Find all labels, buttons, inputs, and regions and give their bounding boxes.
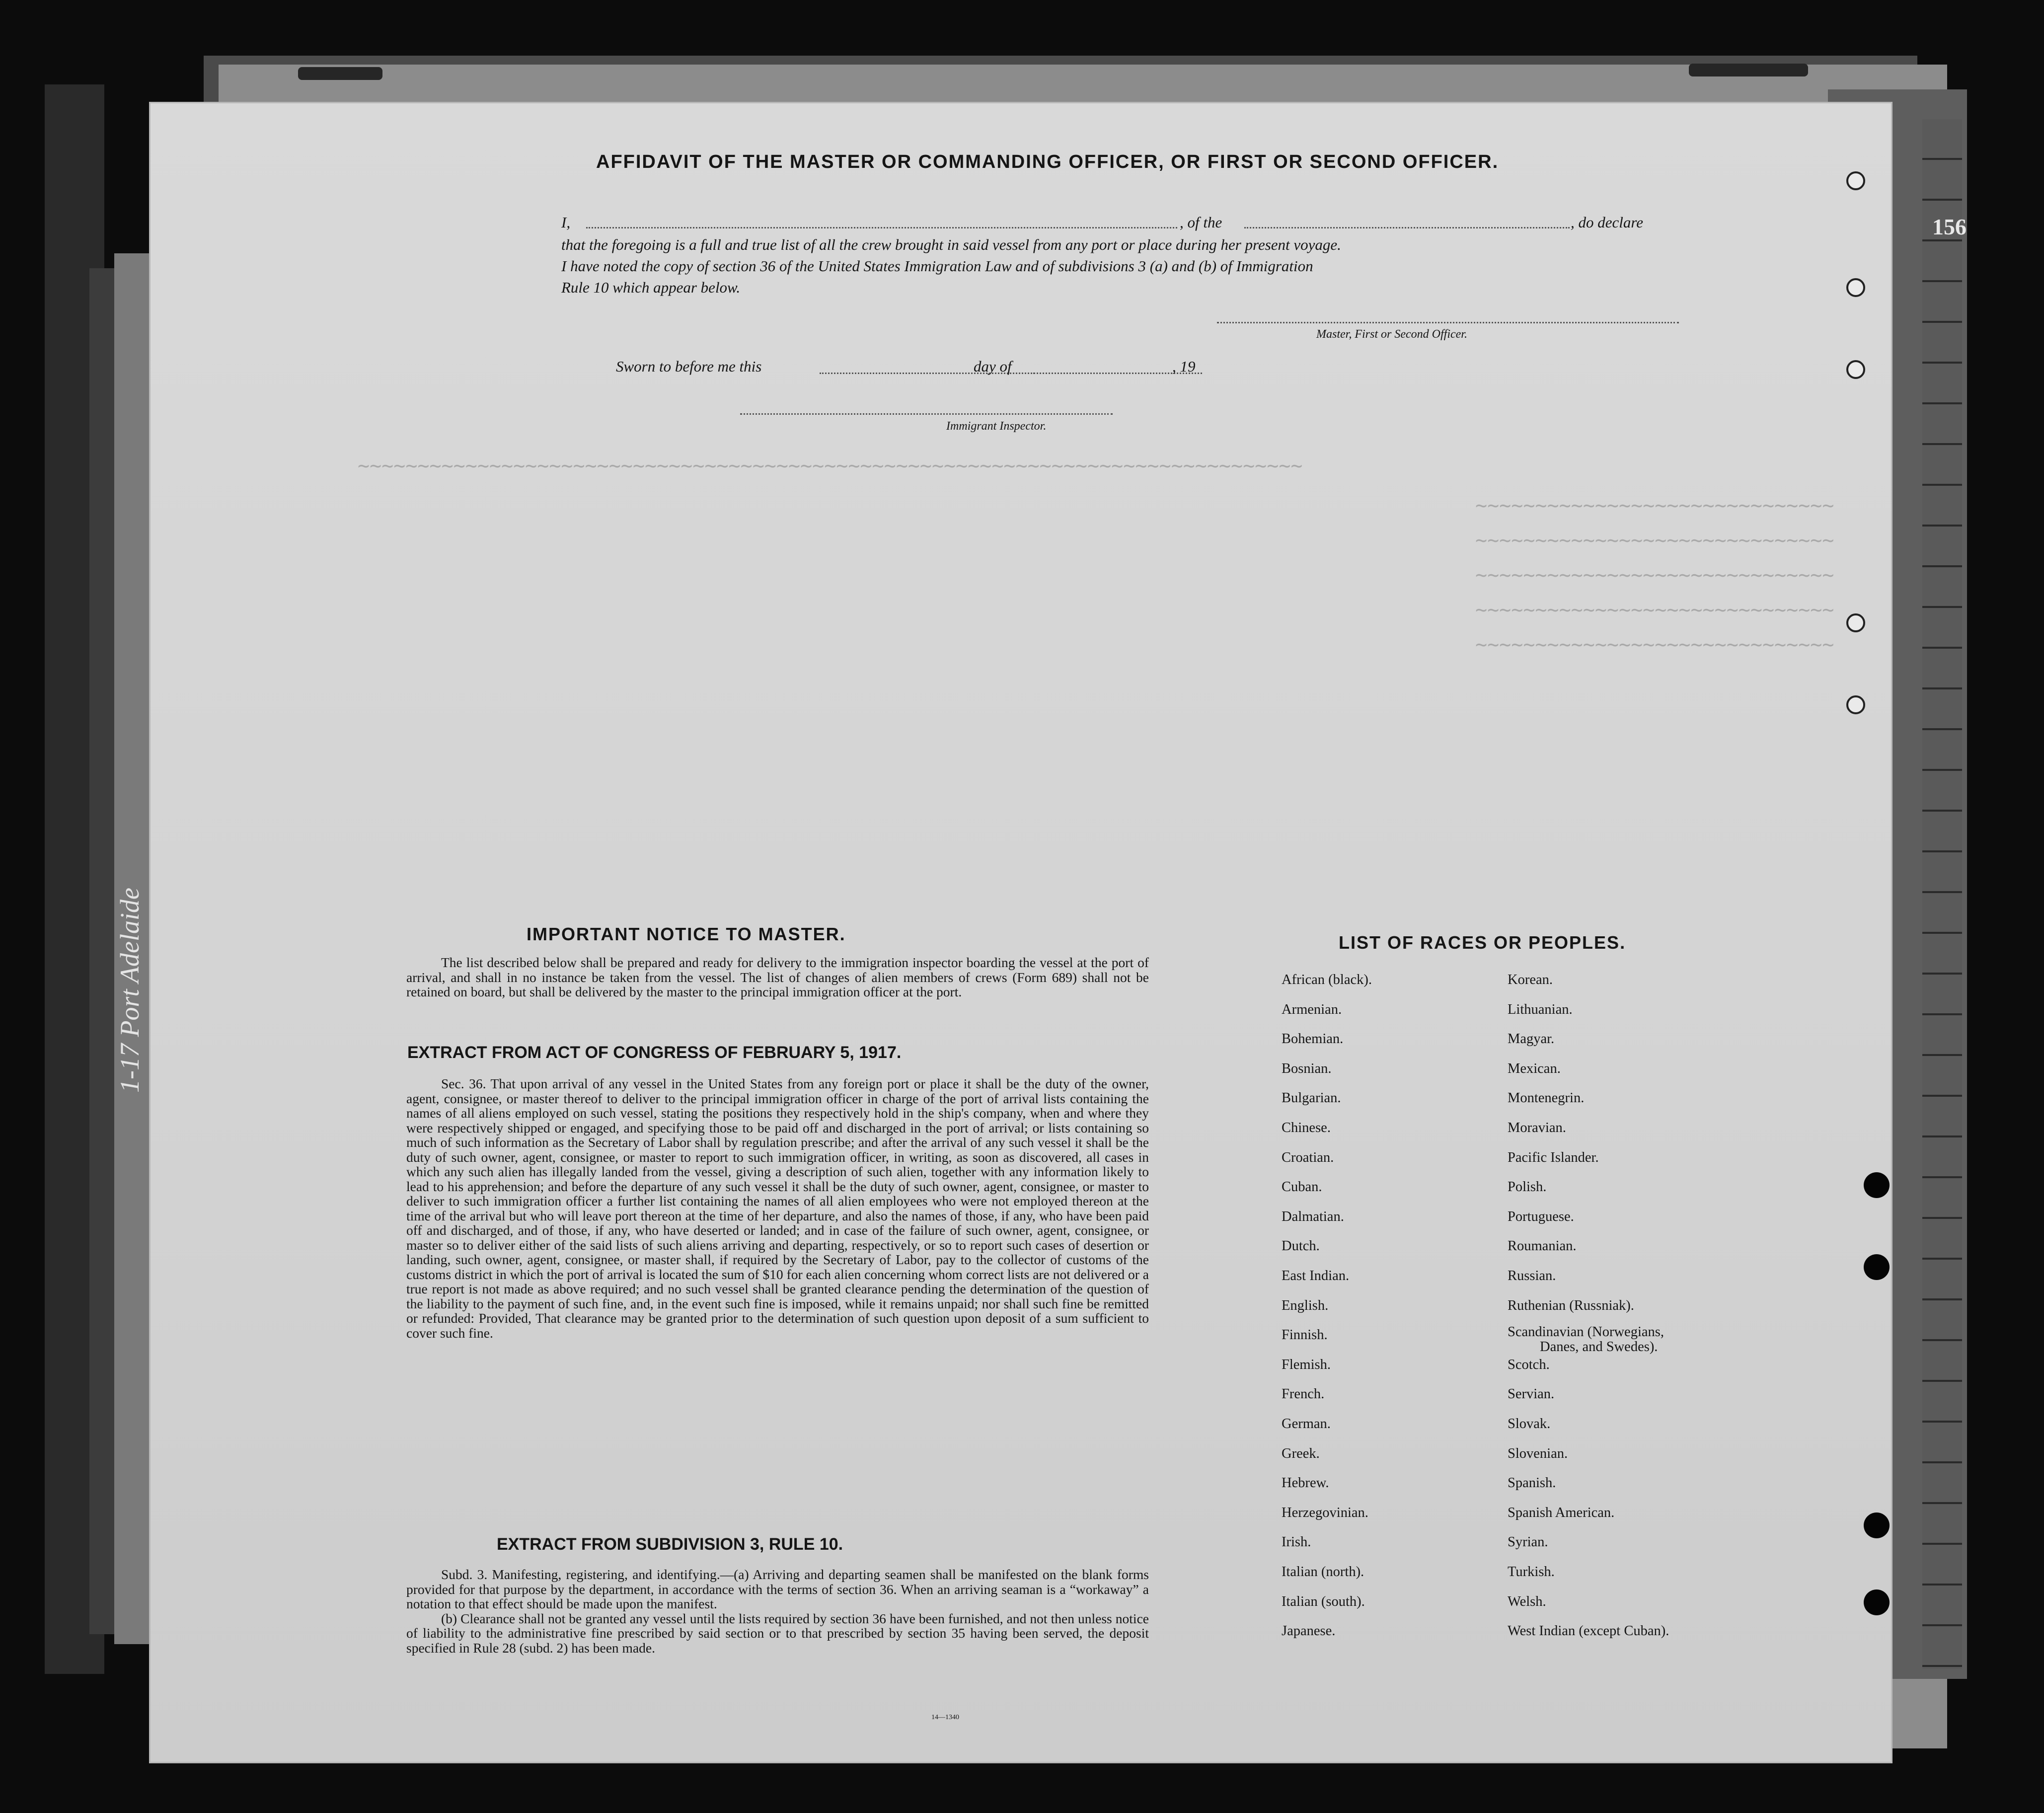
notice-text bbox=[406, 955, 1149, 999]
race-item: Italian (north). bbox=[1282, 1564, 1364, 1580]
race-item: Hebrew. bbox=[1282, 1475, 1329, 1491]
punch-hole-icon bbox=[1864, 1512, 1890, 1538]
race-item: Bosnian. bbox=[1282, 1060, 1332, 1076]
binder-ring-icon bbox=[1846, 695, 1865, 714]
race-item: Spanish. bbox=[1508, 1475, 1556, 1491]
affidavit-i-label: I, bbox=[561, 214, 571, 231]
race-item: Croatian. bbox=[1282, 1149, 1334, 1165]
race-item: Montenegrin. bbox=[1508, 1090, 1585, 1106]
affidavit-title: AFFIDAVIT OF THE MASTER OR COMMANDING OFFICER, OR FIRST OR SECOND OFFICER. bbox=[596, 151, 1499, 172]
extract-rule-title: EXTRACT FROM SUBDIVISION 3, RULE 10. bbox=[497, 1535, 843, 1554]
year-label: , 19 bbox=[1172, 358, 1196, 375]
race-item: Cuban. bbox=[1282, 1179, 1322, 1195]
race-item: Dalmatian. bbox=[1282, 1209, 1344, 1224]
race-item: West Indian (except Cuban). bbox=[1508, 1623, 1669, 1639]
race-item: African (black). bbox=[1282, 972, 1372, 987]
race-item: Korean. bbox=[1508, 972, 1553, 987]
bleed-mark: ~~~~~~~~~~~~~~~~~~~~~~~~~~~~~~ bbox=[1475, 564, 1834, 587]
bleed-mark: ~~~~~~~~~~~~~~~~~~~~~~~~~~~~~~ bbox=[1475, 494, 1834, 517]
subdivision-b-paragraph: (b) Clearance shall not be granted any vessel until the lists required by section 36 have been furnished, and not then unless notice of liability to the administrative fine prescribed by said section or to that prescribed by section 35 having been served, the deposit specified in Rule 28 (subd. 2) has been made. bbox=[406, 1610, 1149, 1656]
binder-ring-icon bbox=[1846, 278, 1865, 297]
race-item: Scotch. bbox=[1508, 1357, 1550, 1372]
race-item: Ruthenian (Russniak). bbox=[1508, 1297, 1634, 1313]
race-item: Slovenian. bbox=[1508, 1445, 1568, 1461]
extract-act-title: EXTRACT FROM ACT OF CONGRESS OF FEBRUARY 5, 1917. bbox=[407, 1043, 902, 1062]
race-item: Polish. bbox=[1508, 1179, 1547, 1195]
race-item: Armenian. bbox=[1282, 1001, 1342, 1017]
race-item: French. bbox=[1282, 1386, 1325, 1402]
race-item: Syrian. bbox=[1508, 1534, 1548, 1550]
inspector-blank[interactable] bbox=[740, 413, 1113, 415]
race-item: Slovak. bbox=[1508, 1416, 1551, 1432]
affidavit-line: Rule 10 which appear below. bbox=[561, 279, 741, 296]
race-item: Portuguese. bbox=[1508, 1209, 1574, 1224]
race-item: Moravian. bbox=[1508, 1120, 1566, 1135]
notice-paragraph: The list described below shall be prepared and ready for delivery to the immigration inspector boarding the vessel at the port of arrival, and shall in no instance be taken from the vessel. The list of changes of alien members of crews (Form 689) shall not be retained on board, but shall be delivered by the master to the principal immigration officer at the port. bbox=[406, 955, 1149, 999]
vessel-blank[interactable] bbox=[1244, 227, 1570, 228]
affidavit-declare-label: , do declare bbox=[1571, 214, 1644, 231]
race-item: Finnish. bbox=[1282, 1327, 1328, 1343]
bleed-mark: ~~~~~~~~~~~~~~~~~~~~~~~~~~~~~~ bbox=[1475, 633, 1834, 656]
race-item: Mexican. bbox=[1508, 1060, 1561, 1076]
race-item: Roumanian. bbox=[1508, 1238, 1577, 1254]
signature-blank[interactable] bbox=[1217, 322, 1679, 323]
race-item: German. bbox=[1282, 1416, 1331, 1432]
race-item: Servian. bbox=[1508, 1386, 1555, 1402]
race-item: Lithuanian. bbox=[1508, 1001, 1573, 1017]
day-of-label: day of bbox=[974, 358, 1012, 375]
race-item: Japanese. bbox=[1282, 1623, 1336, 1639]
race-item: Spanish American. bbox=[1508, 1505, 1615, 1520]
race-item: Pacific Islander. bbox=[1508, 1149, 1599, 1165]
race-item: Bulgarian. bbox=[1282, 1090, 1341, 1106]
race-item: Irish. bbox=[1282, 1534, 1311, 1550]
race-item: Dutch. bbox=[1282, 1238, 1320, 1254]
ledger-edge bbox=[1922, 119, 1962, 1669]
race-item: East Indian. bbox=[1282, 1268, 1350, 1284]
races-title: LIST OF RACES OR PEOPLES. bbox=[1339, 932, 1626, 953]
affidavit-line: that the foregoing is a full and true list of all the crew brought in said vessel from any port or place during her present voyage. bbox=[561, 236, 1341, 253]
sheet-number: 156 bbox=[1932, 214, 1967, 239]
bleed-mark: ~~~~~~~~~~~~~~~~~~~~~~~~~~~~~~~~~~~~~~~~~~~~~~~~~~~~~~~~~~~~~~~~~~~~~~~~~~~~~~~ bbox=[358, 454, 1303, 477]
margin-note: 1-17 Port Adelaide bbox=[115, 888, 145, 1093]
race-item: Chinese. bbox=[1282, 1120, 1331, 1135]
race-item: Russian. bbox=[1508, 1268, 1556, 1284]
name-blank[interactable] bbox=[586, 227, 1177, 228]
notice-title: IMPORTANT NOTICE TO MASTER. bbox=[527, 924, 846, 944]
race-item: Scandinavian (Norwegians, bbox=[1508, 1324, 1664, 1340]
subdivision-a-paragraph: Subd. 3. Manifesting, registering, and identifying.—(a) Arriving and departing seamen shall be manifested on the blank forms provided for that purpose by the department, in accordance with the terms of section 36. When an arriving seaman is a “workaway” a notation to that effect should be made upon the manifest. bbox=[406, 1567, 1149, 1611]
manifest-page bbox=[149, 102, 1893, 1763]
race-item: Italian (south). bbox=[1282, 1593, 1365, 1609]
section-36-paragraph: Sec. 36. That upon arrival of any vessel in the United States from any foreign port or place it shall be the duty of the owner, agent, consignee, or master thereof to deliver to the principal immigration officer in charge of the port of arrival lists containing the names of all aliens employed on such vessel, stating the positions they respectively hold in the ship's company, when and where they were respectively shipped or engaged, and specifying those to be paid off and discharged in the port of arrival; or lists containing so much of such information as the Secretary of Labor shall by regulation prescribe; and after the arrival of any such vessel it shall be the duty of such owner, agent, consignee, or master to report to such immigration officer, in writing, as soon as discovered, all cases in which any such alien has illegally landed from the vessel, giving a description of such alien, together with any information likely to lead to his apprehension; and before the departure of any such vessel it shall be the duty of such owner, agent, consignee, or master to deliver to such immigration officer a further list containing the names of all alien employees who were not employed thereon at the time of the arrival but who will leave port thereon at the time of her departure, and also the names of those, if any, who have been paid off and discharged, and of those, if any, who have deserted or landed; and in case of the failure of such owner, agent, consignee, or master so to deliver either of the said lists of such aliens arriving and departing, respectively, or so to report such cases of desertion or landing, such owner, agent, consignee, or master shall, if required by the Secretary of Labor, pay to the collector of customs of the customs district in which the port of arrival is located the sum of $10 for each alien concerning whom correct lists are not delivered or a true report is not made as above required; and no such vessel shall be granted clearance pending the determination of the question of the liability to the payment of such fine, and, in the event such fine is imposed, while it remains unpaid; nor shall such fine be remitted or refunded: Provided, That clearance may be granted prior to the determination of such question upon deposit of a sum sufficient to cover such fine. bbox=[406, 1076, 1149, 1341]
bleed-mark bbox=[1689, 64, 1808, 76]
bleed-mark: ~~~~~~~~~~~~~~~~~~~~~~~~~~~~~~ bbox=[1475, 599, 1834, 621]
binder-ring-icon bbox=[1846, 171, 1865, 190]
race-item: Bohemian. bbox=[1282, 1031, 1344, 1047]
sworn-label: Sworn to before me this bbox=[616, 358, 762, 375]
race-item: English. bbox=[1282, 1297, 1329, 1313]
race-item: Magyar. bbox=[1508, 1031, 1555, 1047]
race-item: Danes, and Swedes). bbox=[1540, 1339, 1658, 1355]
form-number: 14—1340 bbox=[931, 1714, 959, 1721]
punch-hole-icon bbox=[1864, 1172, 1890, 1198]
race-item: Welsh. bbox=[1508, 1593, 1546, 1609]
affidavit-of-the-label: , of the bbox=[1180, 214, 1222, 231]
extract-rule-text bbox=[406, 1567, 1149, 1655]
affidavit-line: I have noted the copy of section 36 of the United States Immigration Law and of subdivisions 3 (a) and (b) of Immigration bbox=[561, 257, 1313, 275]
race-item: Flemish. bbox=[1282, 1357, 1331, 1372]
extract-act-text bbox=[406, 1076, 1149, 1340]
race-item: Greek. bbox=[1282, 1445, 1320, 1461]
punch-hole-icon bbox=[1864, 1589, 1890, 1615]
punch-hole-icon bbox=[1864, 1254, 1890, 1280]
master-label: Master, First or Second Officer. bbox=[1316, 328, 1467, 341]
bleed-mark: ~~~~~~~~~~~~~~~~~~~~~~~~~~~~~~ bbox=[1475, 529, 1834, 552]
inspector-label: Immigrant Inspector. bbox=[946, 420, 1047, 433]
binder-ring-icon bbox=[1846, 613, 1865, 632]
race-item: Turkish. bbox=[1508, 1564, 1555, 1580]
race-item: Herzegovinian. bbox=[1282, 1505, 1368, 1520]
bleed-mark bbox=[298, 67, 382, 80]
binder-ring-icon bbox=[1846, 360, 1865, 379]
